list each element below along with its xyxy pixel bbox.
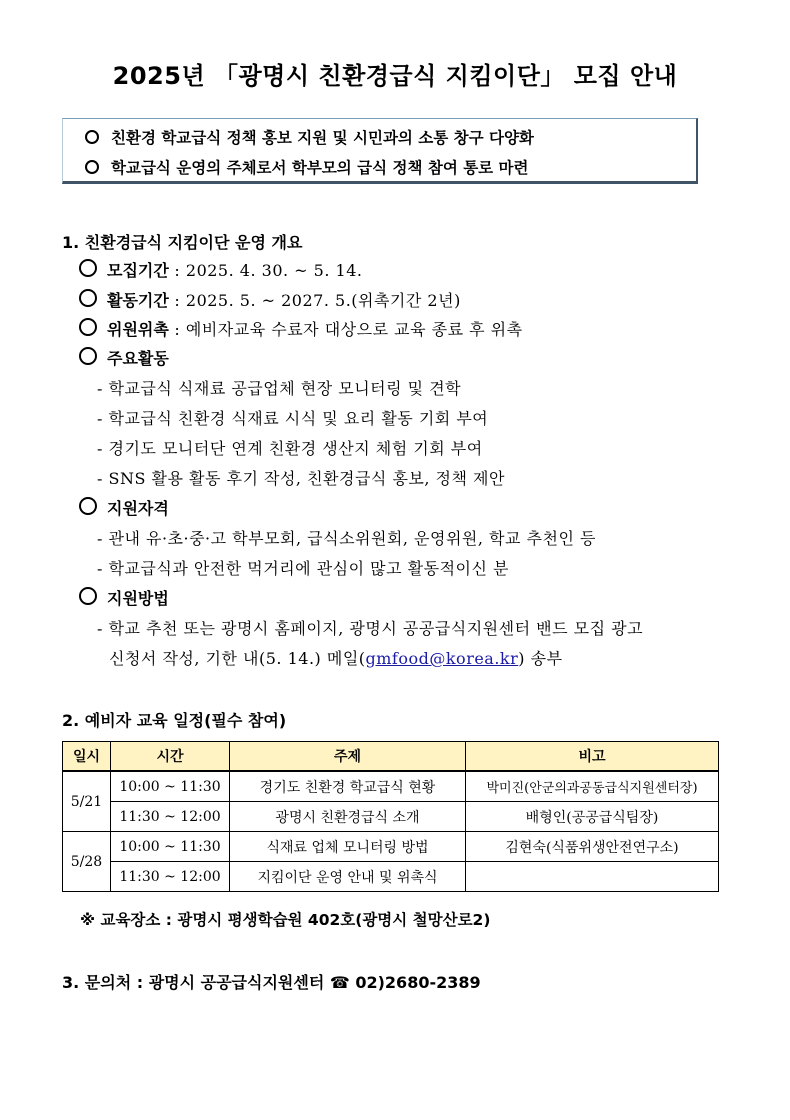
table-row	[63, 832, 719, 862]
application-method-text: 신청서 작성, 기한 내(5. 14.) 메일(	[109, 649, 366, 668]
application-method-item	[79, 586, 169, 612]
topic-cell: 식재료 업체 모니터링 방법	[230, 832, 466, 862]
note-cell	[466, 862, 719, 892]
activity-period-label: 활동기간	[107, 291, 169, 310]
application-method-line	[109, 646, 563, 672]
time-cell: 10:00 ~ 11:30	[111, 832, 230, 862]
main-activity-line: - 경기도 모니터단 연계 친환경 생산지 체험 기회 부여	[97, 439, 483, 458]
time-cell: 11:30 ~ 12:00	[111, 802, 230, 832]
note-cell: 김현숙(식품위생안전연구소)	[466, 832, 719, 862]
date-cell: 5/28	[63, 832, 111, 892]
summary-text: 친환경 학교급식 정책 홍보 지원 및 시민과의 소통 창구 다양화	[111, 129, 534, 147]
circle-bullet-icon	[85, 160, 99, 174]
circle-bullet-icon	[79, 497, 97, 515]
activity-period-value: : 2025. 5. ~ 2027. 5.(위촉기간 2년)	[168, 291, 461, 310]
email-link[interactable]: gmfood@korea.kr	[365, 649, 519, 668]
circle-bullet-icon	[79, 587, 97, 605]
main-activity-line: - SNS 활용 활동 후기 작성, 친환경급식 홍보, 정책 제안	[97, 469, 505, 488]
application-method-line: - 학교 추천 또는 광명시 홈페이지, 광명시 공공급식지원센터 밴드 모집 광고	[97, 619, 644, 638]
topic-cell: 지킴이단 운영 안내 및 위촉식	[230, 862, 466, 892]
circle-bullet-icon	[79, 347, 97, 365]
qualification-line: - 관내 유·초·중·고 학부모회, 급식소위원회, 운영위원, 학교 추천인 등	[97, 529, 596, 548]
qualification-label: 지원자격	[107, 499, 169, 518]
page-title: 2025년 「광명시 친환경급식 지킴이단」 모집 안내	[112, 62, 678, 90]
topic-cell: 광명시 친환경급식 소개	[230, 802, 466, 832]
table-row	[63, 862, 719, 892]
application-method-text: ) 송부	[518, 649, 563, 668]
section-1-heading: 1. 친환경급식 지킴이단 운영 개요	[62, 233, 303, 252]
summary-box	[62, 118, 698, 184]
main-activities-label: 주요활동	[107, 349, 169, 368]
activity-period-item	[79, 288, 461, 314]
circle-bullet-icon	[79, 259, 97, 277]
recruit-period-label: 모집기간	[107, 261, 169, 280]
table-row	[63, 771, 719, 802]
note-cell: 배형인(공공급식팀장)	[466, 802, 719, 832]
circle-bullet-icon	[79, 289, 97, 307]
qualification-item	[79, 496, 169, 522]
main-activity-line: - 학교급식 친환경 식재료 시식 및 요리 활동 기회 부여	[97, 409, 489, 428]
appointment-item	[79, 317, 523, 343]
contact-info: 3. 문의처 : 광명시 공공급식지원센터 ☎ 02)2680-2389	[62, 973, 481, 992]
note-cell: 박미진(안군의과공동급식지원센터장)	[466, 771, 719, 802]
appointment-value: : 예비자교육 수료자 대상으로 교육 종료 후 위촉	[168, 320, 523, 339]
circle-bullet-icon	[79, 318, 97, 336]
schedule-table	[62, 741, 719, 892]
summary-line-1	[85, 123, 534, 153]
summary-line-2	[85, 153, 529, 183]
section-2-heading: 2. 예비자 교육 일정(필수 참여)	[62, 711, 287, 730]
time-cell: 10:00 ~ 11:30	[111, 771, 230, 802]
main-activity-line: - 학교급식 식재료 공급업체 현장 모니터링 및 견학	[97, 379, 462, 398]
main-activities-item	[79, 346, 169, 372]
summary-text: 학교급식 운영의 주체로서 학부모의 급식 정책 참여 통로 마련	[111, 159, 529, 177]
time-cell: 11:30 ~ 12:00	[111, 862, 230, 892]
table-row	[63, 802, 719, 832]
table-header-row	[63, 742, 719, 772]
column-header-topic: 주제	[230, 742, 466, 772]
recruit-period-value: : 2025. 4. 30. ~ 5. 14.	[168, 261, 363, 280]
appointment-label: 위원위촉	[107, 320, 169, 339]
qualification-line: - 학교급식과 안전한 먹거리에 관심이 많고 활동적이신 분	[97, 559, 509, 578]
column-header-note: 비고	[466, 742, 719, 772]
topic-cell: 경기도 친환경 학교급식 현황	[230, 771, 466, 802]
circle-bullet-icon	[85, 130, 99, 144]
date-cell: 5/21	[63, 771, 111, 832]
education-location-note: ※ 교육장소 : 광명시 평생학습원 402호(광명시 철망산로2)	[80, 911, 491, 929]
recruit-period-item	[79, 258, 362, 284]
column-header-date: 일시	[63, 742, 111, 772]
column-header-time: 시간	[111, 742, 230, 772]
application-method-label: 지원방법	[107, 589, 169, 608]
